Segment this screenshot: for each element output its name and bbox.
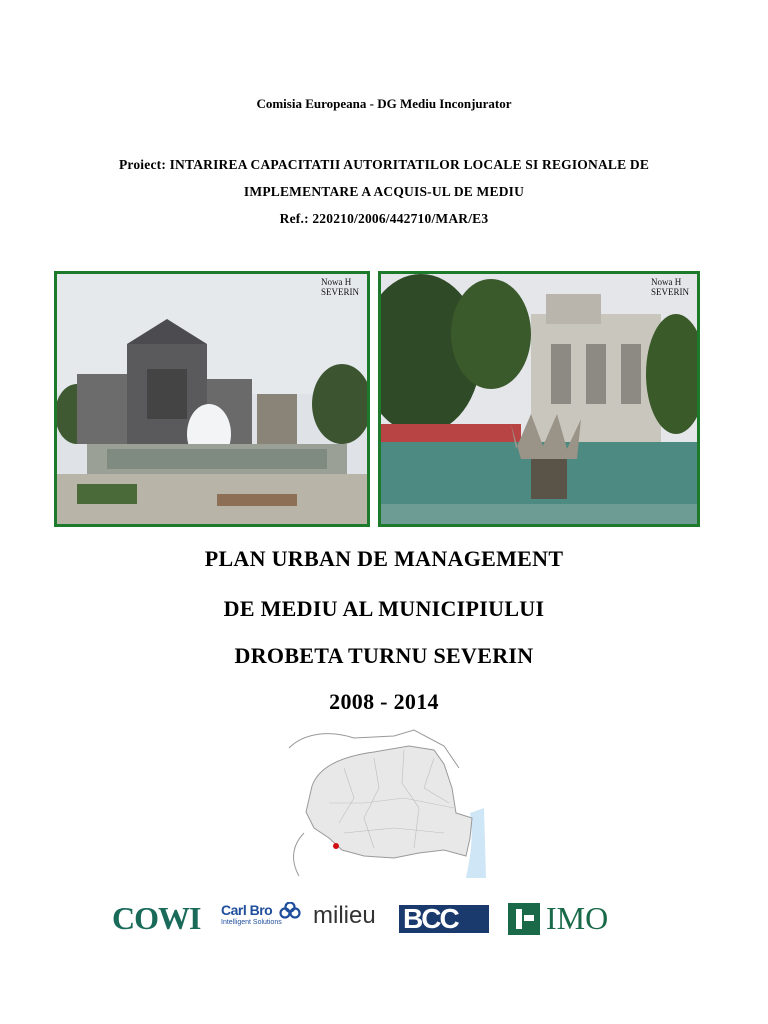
title-line-3: DROBETA TURNU SEVERIN [234, 643, 534, 668]
photo-right-caption-line2: SEVERIN [651, 287, 689, 297]
bcc-logo [399, 905, 489, 933]
project-line-2: IMPLEMENTARE A ACQUIS-UL DE MEDIU [243, 184, 525, 199]
cowi-logo: COWI [112, 900, 201, 936]
photo-left-caption-line2: SEVERIN [321, 287, 359, 297]
imo-logo-text: IMO [546, 900, 609, 936]
project-line-1: Proiect: INTARIREA CAPACITATII AUTORITATILOR LOCALE SI REGIONALE DE [118, 157, 650, 172]
photo-left-caption [321, 277, 359, 297]
romania-map [284, 728, 486, 878]
photo-right-caption-line1: Nowa H [651, 277, 682, 287]
imo-emblem-icon [508, 903, 540, 935]
reference-line: Ref.: 220210/2006/442710/MAR/E3 [279, 211, 489, 226]
title-years: 2008 - 2014 [329, 689, 439, 714]
carlbro-emblem-icon [279, 902, 301, 920]
photo-theatre-fountain [54, 271, 370, 527]
commission-line: Comisia Europeana - DG Mediu Inconjurator [256, 96, 512, 111]
carlbro-logo-tagline: Intelligent Solutions [221, 919, 282, 926]
carlbro-logo-name: Carl Bro [221, 902, 273, 918]
photo-left-caption-line1: Nowa H [321, 277, 352, 287]
photo-right-image [381, 274, 697, 524]
photo-palace-fountain [378, 271, 700, 527]
carlbro-logo [221, 902, 303, 934]
photo-left-image [57, 274, 367, 524]
title-line-2: DE MEDIU AL MUNICIPIULUI [223, 596, 545, 621]
bcc-logo-text: BCC [403, 903, 458, 934]
photo-right-caption [651, 277, 689, 297]
milieu-logo: milieu [313, 902, 376, 929]
neighbour-border-west [294, 833, 304, 876]
title-line-1: PLAN URBAN DE MANAGEMENT [204, 546, 564, 571]
drobeta-location-marker [333, 843, 339, 849]
